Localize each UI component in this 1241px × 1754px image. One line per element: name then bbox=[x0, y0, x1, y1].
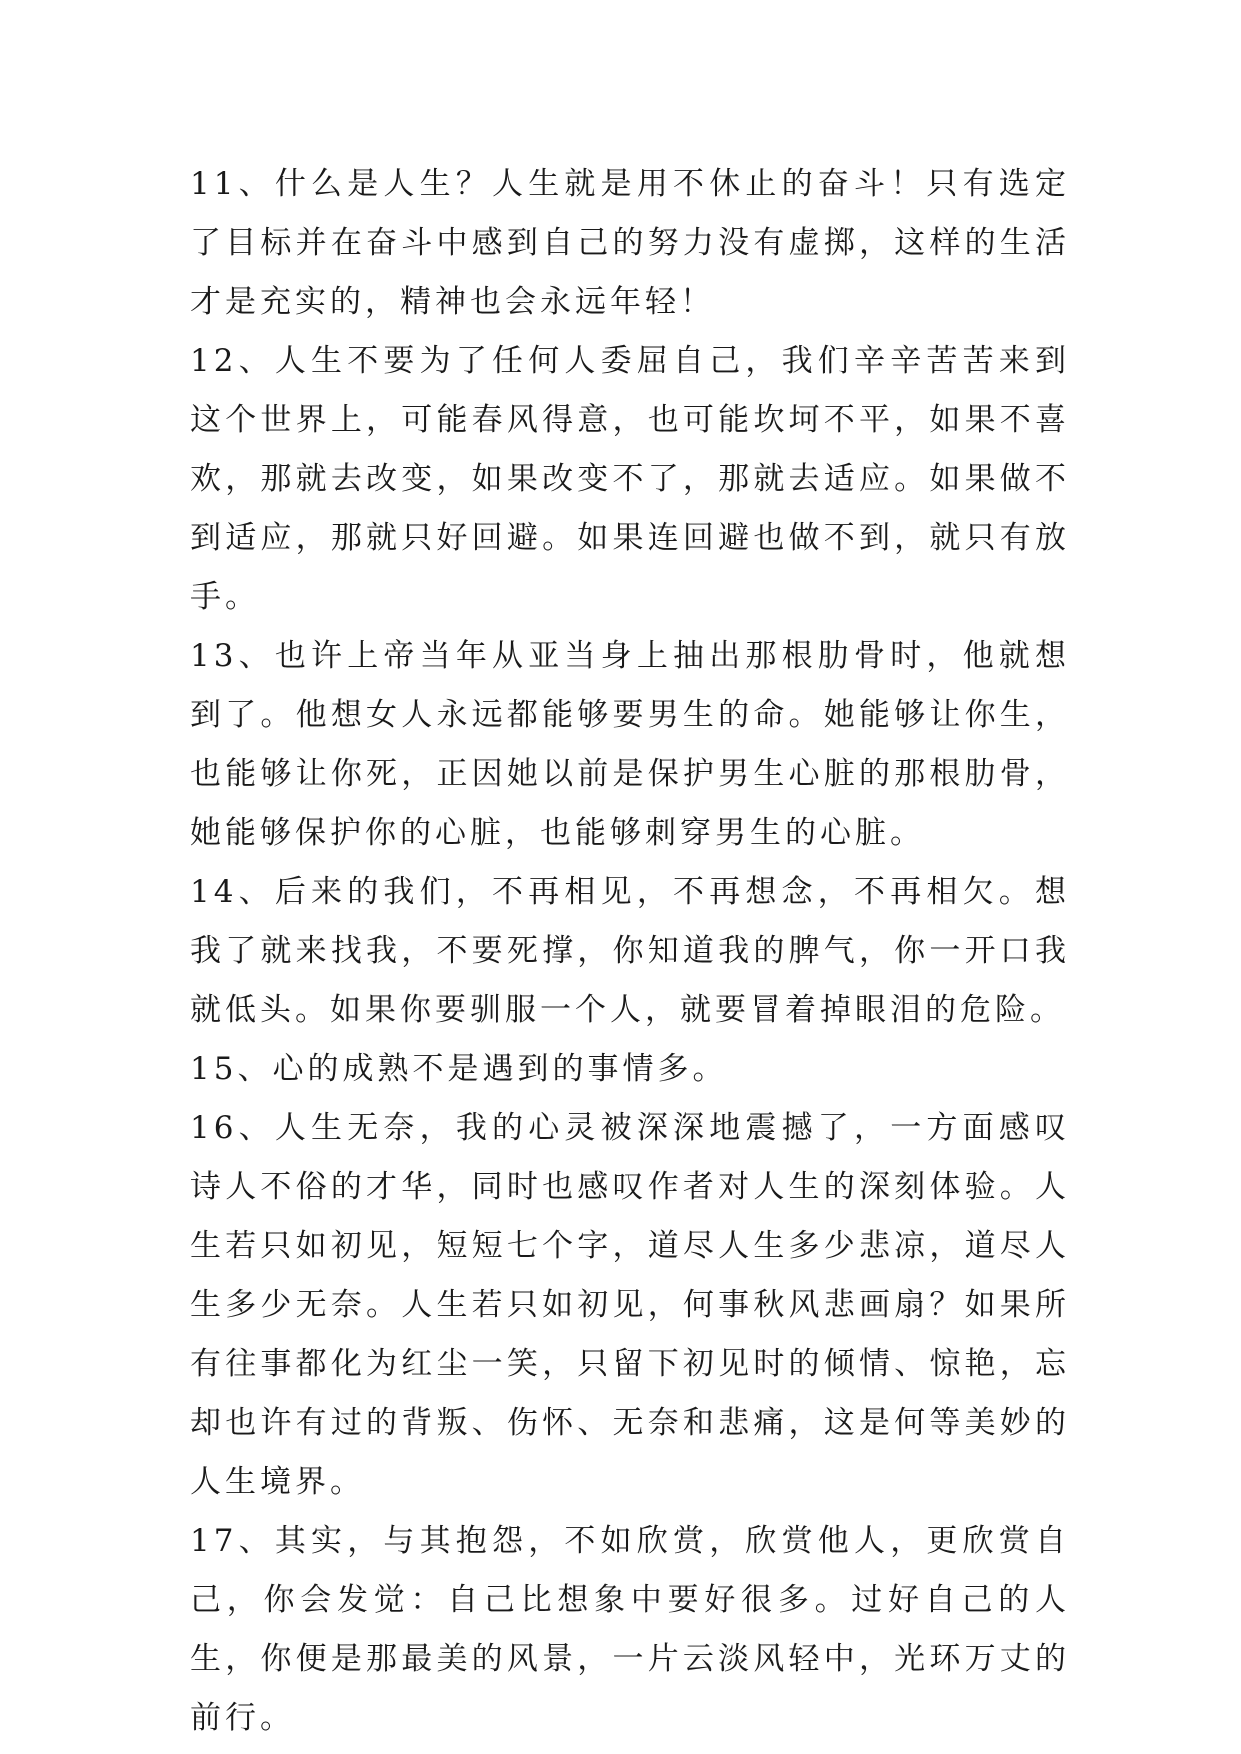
paragraph-13: 13、也许上帝当年从亚当身上抽出那根肋骨时，他就想到了。他想女人永远都能够要男生的命。她能够让你生，也能够让你死，正因她以前是保护男生心脏的那根肋骨，她能够保护你的心脏，也能够刺穿男生的心脏。 bbox=[190, 638, 1070, 851]
paragraph-14: 14、后来的我们，不再相见，不再想念，不再相欠。想我了就来找我，不要死撑，你知道我的脾气，你一开口我就低头。如果你要驯服一个人，就要冒着掉眼泪的危险。 bbox=[190, 874, 1070, 1028]
paragraph-15: 15、心的成熟不是遇到的事情多。 bbox=[190, 1051, 728, 1087]
paragraph-12: 12、人生不要为了任何人委屈自己，我们辛辛苦苦来到这个世界上，可能春风得意，也可能坎坷不平，如果不喜欢，那就去改变，如果改变不了，那就去适应。如果做不到适应，那就只好回避。如果连回避也做不到，就只有放手。 bbox=[190, 343, 1070, 615]
paragraph-16: 16、人生无奈，我的心灵被深深地震撼了，一方面感叹诗人不俗的才华，同时也感叹作者对人生的深刻体验。人生若只如初见，短短七个字，道尽人生多少悲凉，道尽人生多少无奈。人生若只如初见，何事秋风悲画扇？如果所有往事都化为红尘一笑，只留下初见时的倾情、惊艳，忘却也许有过的背叛、伤怀、无奈和悲痛，这是何等美妙的人生境界。 bbox=[190, 1110, 1070, 1500]
paragraph-17: 17、其实，与其抱怨，不如欣赏，欣赏他人，更欣赏自己，你会发觉：自己比想象中要好很多。过好自己的人生，你便是那最美的风景，一片云淡风轻中，光环万丈的前行。 bbox=[190, 1523, 1070, 1736]
document-page bbox=[190, 155, 1070, 1748]
paragraph-11: 11、什么是人生？人生就是用不休止的奋斗！只有选定了目标并在奋斗中感到自己的努力没有虚掷，这样的生活才是充实的，精神也会永远年轻！ bbox=[190, 166, 1070, 320]
